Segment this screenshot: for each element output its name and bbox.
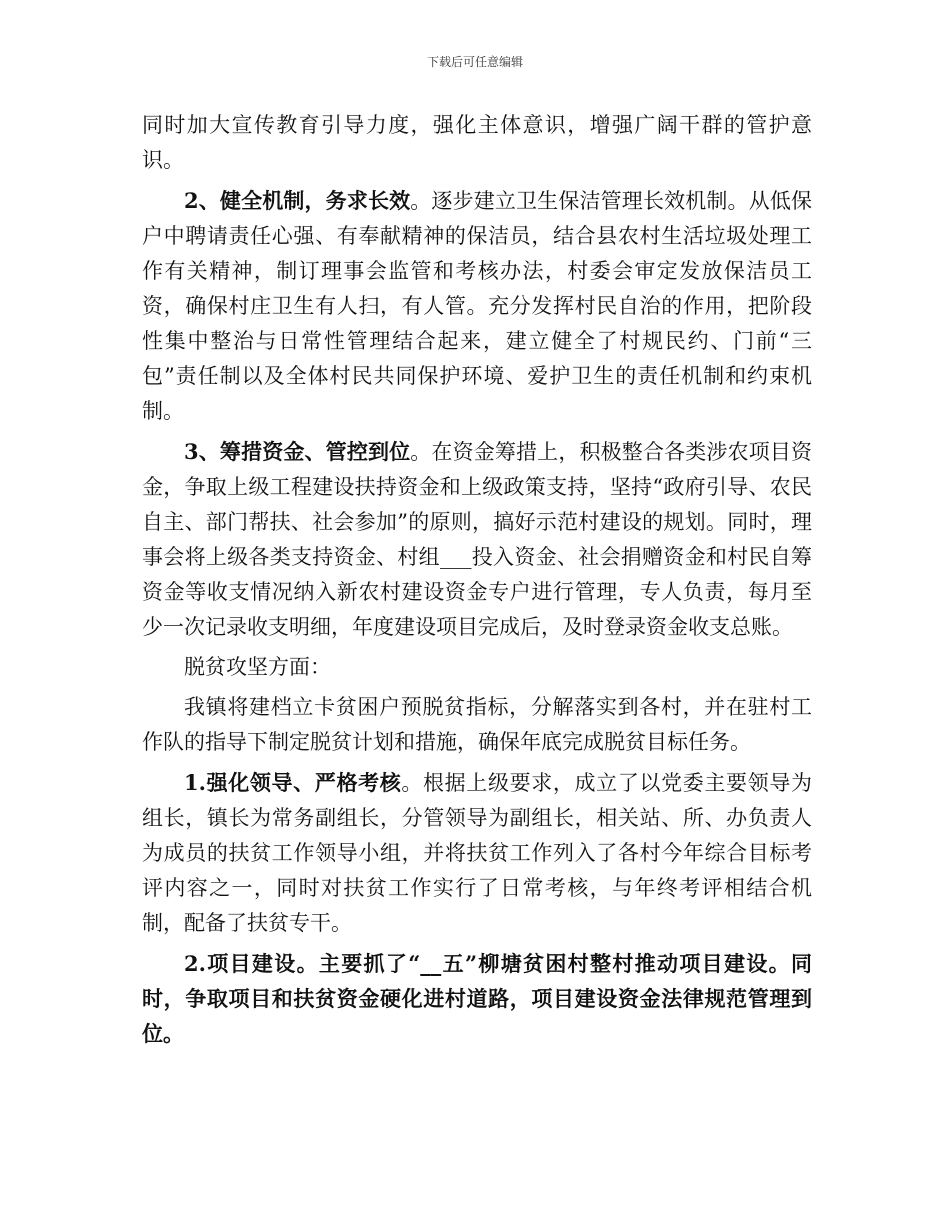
paragraph-2-body: 。逐步建立卫生保洁管理长效机制。从低保户中聘请责任心强、有奉献精神的保洁员，结合县农村生活垃圾处理工作有关精神，制订理事会监管和考核办法，村委会审定发放保洁员工资，确保村庄卫生有人扫，有人管。充分发挥村民自治的作用，把阶段性集中整治与日常性管理结合起来，建立健全了村规民约、门前“三包”责任制以及全体村民共同保护环境、爱护卫生的责任机制和约束机制。 [142,189,812,423]
paragraph-6 [142,765,812,941]
paragraph-3-body: 。在资金筹措上，积极整合各类涉农项目资金，争取上级工程建设扶持资金和上级政策支持，坚持“政府引导、农民自主、部门帮扶、社会参加”的原则，搞好示范村建设的规划。同时，理事会将上级各类支持资金、村组___投入资金、社会捐赠资金和村民自筹资金等收支情况纳入新农村建设资金专户进行管理，专人负责，每月至少一次记录收支明细，年度建设项目完成后，及时登录资金收支总账。 [142,440,812,639]
paragraph-3 [142,434,812,645]
paragraph-6-body: 。根据上级要求，成立了以党委主要领导为组长，镇长为常务副组长，分管领导为副组长，相关站、所、办负责人为成员的扶贫工作领导小组，并将扶贫工作列入了各村今年综合目标考评内容之一，同时对扶贫工作实行了日常考核，与年终考评相结合机制，配备了扶贫专干。 [142,771,812,935]
paragraph-6-heading: 1.强化领导、严格考核 [184,770,402,795]
document-body [142,108,812,1056]
paragraph-7: 2.项目建设。主要抓了“__五”柳塘贫困村整村推动项目建设。同时，争取项目和扶贫资金硬化进村道路，项目建设资金法律规范管理到位。 [142,951,812,1046]
paragraph-4: 脱贫攻坚方面： [184,655,331,679]
paragraph-1: 同时加大宣传教育引导力度，强化主体意识，增强广阔干群的管护意识。 [142,113,812,172]
paragraph-2 [142,183,812,429]
paragraph-2-heading: 2、健全机制，务求长效 [184,188,411,213]
page-header: 下载后可任意编辑 [426,55,523,69]
paragraph-3-heading: 3、筹措资金、管控到位 [184,439,411,464]
paragraph-5: 我镇将建档立卡贫困户预脱贫指标，分解落实到各村，并在驻村工作队的指导下制定脱贫计划和措施，确保年底完成脱贫目标任务。 [142,695,812,754]
